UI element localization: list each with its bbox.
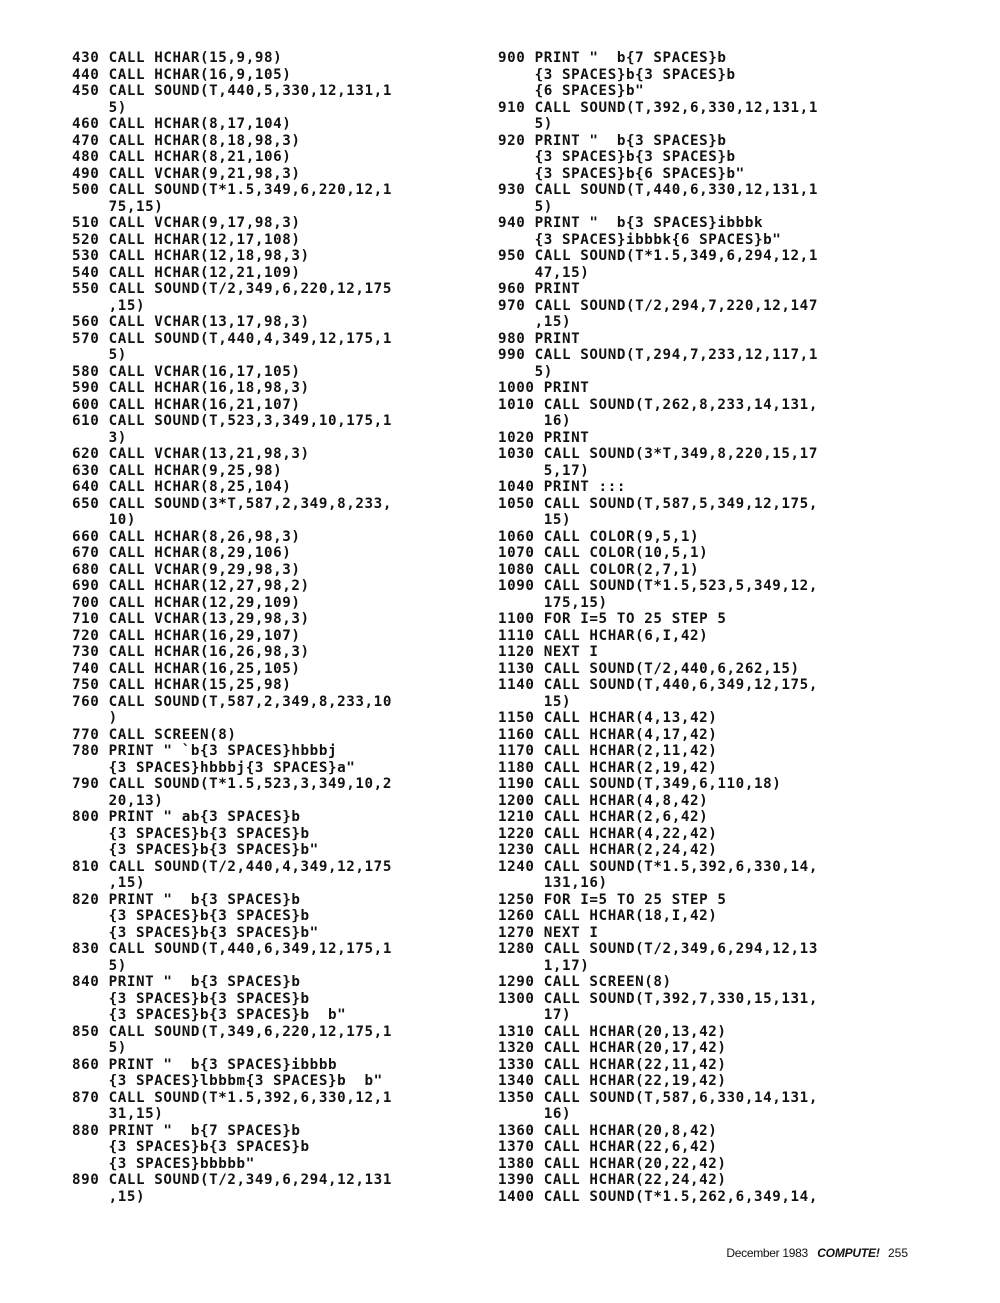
- code-line: 740 CALL HCHAR(16,25,105): [72, 660, 301, 677]
- code-line: {6 SPACES}b": [498, 83, 645, 99]
- code-line: 1020 PRINT: [498, 429, 590, 446]
- issue-date: December 1983: [726, 1246, 808, 1260]
- code-line: 1040 PRINT :::: [498, 479, 626, 495]
- code-line: 5): [72, 99, 127, 116]
- code-line: 480 CALL HCHAR(8,21,106): [72, 149, 292, 165]
- code-line: 5): [72, 1040, 127, 1056]
- code-line: 760 CALL SOUND(T,587,2,349,8,233,10: [72, 693, 392, 710]
- code-line: {3 SPACES}ibbbk{6 SPACES}b": [498, 231, 782, 248]
- code-line: 590 CALL HCHAR(16,18,98,3): [72, 380, 310, 396]
- code-line: 15): [498, 693, 572, 710]
- code-line: 1010 CALL SOUND(T,262,8,233,14,131,: [498, 396, 818, 413]
- code-line: {3 SPACES}b{3 SPACES}b: [72, 908, 310, 924]
- code-line: 750 CALL HCHAR(15,25,98): [72, 677, 292, 693]
- code-line: 950 CALL SOUND(T*1.5,349,6,294,12,1: [498, 248, 818, 264]
- code-line: 840 PRINT " b{3 SPACES}b: [72, 974, 301, 990]
- code-line: {3 SPACES}b{3 SPACES}b: [498, 66, 736, 83]
- code-line: 1330 CALL HCHAR(22,11,42): [498, 1056, 727, 1073]
- code-line: 1400 CALL SOUND(T*1.5,262,6,349,14,: [498, 1188, 818, 1205]
- code-line: 1340 CALL HCHAR(22,19,42): [498, 1073, 727, 1089]
- code-line: 870 CALL SOUND(T*1.5,392,6,330,12,1: [72, 1089, 392, 1106]
- code-line: ,15): [72, 875, 146, 891]
- code-line: 510 CALL VCHAR(9,17,98,3): [72, 215, 301, 231]
- code-line: 1180 CALL HCHAR(2,19,42): [498, 759, 718, 776]
- code-line: 1100 FOR I=5 TO 25 STEP 5: [498, 611, 727, 627]
- code-line: 1290 CALL SCREEN(8): [498, 974, 672, 990]
- code-line: 460 CALL HCHAR(8,17,104): [72, 116, 292, 132]
- code-line: 1070 CALL COLOR(10,5,1): [498, 545, 709, 561]
- code-line: 530 CALL HCHAR(12,18,98,3): [72, 248, 310, 264]
- code-line: 790 CALL SOUND(T*1.5,523,3,349,10,2: [72, 776, 392, 792]
- code-line: 131,16): [498, 875, 608, 891]
- code-line: 16): [498, 1106, 572, 1122]
- code-line: 710 CALL VCHAR(13,29,98,3): [72, 611, 310, 627]
- code-line: 810 CALL SOUND(T/2,440,4,349,12,175: [72, 858, 392, 875]
- code-line: 1220 CALL HCHAR(4,22,42): [498, 825, 718, 842]
- code-line: 650 CALL SOUND(3*T,587,2,349,8,233,: [72, 495, 392, 512]
- code-line: 1280 CALL SOUND(T/2,349,6,294,12,13: [498, 941, 818, 957]
- code-line: ,15): [72, 297, 146, 314]
- code-line: {3 SPACES}b{3 SPACES}b b": [72, 1007, 347, 1023]
- code-line: 1350 CALL SOUND(T,587,6,330,14,131,: [498, 1089, 818, 1106]
- code-line: 1210 CALL HCHAR(2,6,42): [498, 809, 709, 825]
- code-line: 3): [72, 429, 127, 446]
- code-line: 430 CALL HCHAR(15,9,98): [72, 50, 283, 66]
- code-line: {3 SPACES}b{3 SPACES}b: [498, 149, 736, 165]
- code-line: 1230 CALL HCHAR(2,24,42): [498, 842, 718, 858]
- magazine-name: COMPUTE!: [817, 1246, 880, 1260]
- code-line: 490 CALL VCHAR(9,21,98,3): [72, 165, 301, 182]
- code-line: 5): [498, 198, 553, 215]
- code-line: 690 CALL HCHAR(12,27,98,2): [72, 578, 310, 594]
- code-line: 730 CALL HCHAR(16,26,98,3): [72, 644, 310, 660]
- code-line: 1260 CALL HCHAR(18,I,42): [498, 908, 718, 924]
- code-line: 620 CALL VCHAR(13,21,98,3): [72, 446, 310, 462]
- code-line: 920 PRINT " b{3 SPACES}b: [498, 132, 727, 149]
- code-line: 15): [498, 512, 572, 528]
- code-line: 860 PRINT " b{3 SPACES}ibbbb: [72, 1056, 338, 1073]
- code-line: 770 CALL SCREEN(8): [72, 726, 237, 743]
- code-line: 520 CALL HCHAR(12,17,108): [72, 231, 301, 248]
- code-line: 1130 CALL SOUND(T/2,440,6,262,15): [498, 660, 800, 677]
- code-line: 960 PRINT: [498, 281, 581, 297]
- code-line: 580 CALL VCHAR(16,17,105): [72, 363, 301, 380]
- code-line: {3 SPACES}b{3 SPACES}b: [72, 825, 310, 842]
- code-line: 1250 FOR I=5 TO 25 STEP 5: [498, 891, 727, 908]
- code-line: 940 PRINT " b{3 SPACES}ibbbk: [498, 215, 764, 231]
- code-line: 1160 CALL HCHAR(4,17,42): [498, 726, 718, 743]
- code-line: {3 SPACES}b{3 SPACES}b": [72, 924, 319, 941]
- code-line: 800 PRINT " ab{3 SPACES}b: [72, 809, 301, 825]
- code-line: 75,15): [72, 198, 164, 215]
- code-line: 1190 CALL SOUND(T,349,6,110,18): [498, 776, 782, 792]
- code-line: 630 CALL HCHAR(9,25,98): [72, 462, 283, 479]
- code-line: 1150 CALL HCHAR(4,13,42): [498, 710, 718, 726]
- code-line: {3 SPACES}bbbbb": [72, 1155, 255, 1172]
- code-line: 970 CALL SOUND(T/2,294,7,220,12,147: [498, 297, 818, 314]
- code-line: 1200 CALL HCHAR(4,8,42): [498, 792, 709, 809]
- code-line: 1390 CALL HCHAR(22,24,42): [498, 1172, 727, 1188]
- code-line: 440 CALL HCHAR(16,9,105): [72, 66, 292, 83]
- code-line: 1050 CALL SOUND(T,587,5,349,12,175,: [498, 495, 818, 512]
- code-line: 5,17): [498, 462, 590, 479]
- code-line: 1090 CALL SOUND(T*1.5,523,5,349,12,: [498, 578, 818, 594]
- code-line: 990 CALL SOUND(T,294,7,233,12,117,1: [498, 347, 818, 363]
- code-line: {3 SPACES}b{3 SPACES}b: [72, 1139, 310, 1155]
- code-line: 17): [498, 1007, 572, 1023]
- code-line: 600 CALL HCHAR(16,21,107): [72, 396, 301, 413]
- code-line: 1300 CALL SOUND(T,392,7,330,15,131,: [498, 990, 818, 1007]
- code-line: 5): [498, 116, 553, 132]
- code-line: 1310 CALL HCHAR(20,13,42): [498, 1023, 727, 1040]
- code-line: 780 PRINT " `b{3 SPACES}hbbbj: [72, 743, 338, 759]
- code-line: 560 CALL VCHAR(13,17,98,3): [72, 314, 310, 330]
- code-line: 1140 CALL SOUND(T,440,6,349,12,175,: [498, 677, 818, 693]
- code-line: 10): [72, 512, 136, 528]
- code-line: 1080 CALL COLOR(2,7,1): [498, 561, 700, 578]
- code-line: 1380 CALL HCHAR(20,22,42): [498, 1155, 727, 1172]
- code-line: 930 CALL SOUND(T,440,6,330,12,131,1: [498, 182, 818, 198]
- code-line: 5): [498, 363, 553, 380]
- listing-column-right: [498, 50, 908, 1205]
- code-line: 5): [72, 957, 127, 974]
- code-line: 700 CALL HCHAR(12,29,109): [72, 594, 301, 611]
- code-line: ): [72, 710, 118, 726]
- code-line: ,15): [72, 1188, 146, 1205]
- code-line: 880 PRINT " b{7 SPACES}b: [72, 1122, 301, 1139]
- code-line: {3 SPACES}lbbbm{3 SPACES}b b": [72, 1073, 383, 1089]
- code-line: 540 CALL HCHAR(12,21,109): [72, 264, 301, 281]
- code-line: 1000 PRINT: [498, 380, 590, 396]
- code-line: 175,15): [498, 594, 608, 611]
- code-line: 1360 CALL HCHAR(20,8,42): [498, 1122, 718, 1139]
- page-footer: [726, 1246, 908, 1260]
- code-line: 890 CALL SOUND(T/2,349,6,294,12,131: [72, 1172, 392, 1188]
- code-line: 450 CALL SOUND(T,440,5,330,12,131,1: [72, 83, 392, 99]
- code-line: 670 CALL HCHAR(8,29,106): [72, 545, 292, 561]
- code-line: 1060 CALL COLOR(9,5,1): [498, 528, 700, 545]
- code-line: 980 PRINT: [498, 330, 581, 347]
- code-line: 850 CALL SOUND(T,349,6,220,12,175,1: [72, 1023, 392, 1040]
- code-line: 1110 CALL HCHAR(6,I,42): [498, 627, 709, 644]
- code-line: 1370 CALL HCHAR(22,6,42): [498, 1139, 718, 1155]
- code-line: 47,15): [498, 264, 590, 281]
- code-line: 470 CALL HCHAR(8,18,98,3): [72, 132, 301, 149]
- code-line: {3 SPACES}b{3 SPACES}b: [72, 990, 310, 1007]
- code-line: 1120 NEXT I: [498, 644, 599, 660]
- code-line: 1240 CALL SOUND(T*1.5,392,6,330,14,: [498, 858, 818, 875]
- code-line: 680 CALL VCHAR(9,29,98,3): [72, 561, 301, 578]
- code-line: {3 SPACES}hbbbj{3 SPACES}a": [72, 759, 356, 776]
- listing-column-left: [72, 50, 482, 1205]
- code-line: 900 PRINT " b{7 SPACES}b: [498, 50, 727, 66]
- code-line: 1170 CALL HCHAR(2,11,42): [498, 743, 718, 759]
- page-number: 255: [887, 1246, 908, 1260]
- code-line: 830 CALL SOUND(T,440,6,349,12,175,1: [72, 941, 392, 957]
- code-line: 820 PRINT " b{3 SPACES}b: [72, 891, 301, 908]
- code-line: 550 CALL SOUND(T/2,349,6,220,12,175: [72, 281, 392, 297]
- code-line: 570 CALL SOUND(T,440,4,349,12,175,1: [72, 330, 392, 347]
- code-line: 1030 CALL SOUND(3*T,349,8,220,15,17: [498, 446, 818, 462]
- code-line: 5): [72, 347, 127, 363]
- code-line: 1270 NEXT I: [498, 924, 599, 941]
- code-line: 660 CALL HCHAR(8,26,98,3): [72, 528, 301, 545]
- code-line: 1320 CALL HCHAR(20,17,42): [498, 1040, 727, 1056]
- code-line: 910 CALL SOUND(T,392,6,330,12,131,1: [498, 99, 818, 116]
- code-line: 20,13): [72, 792, 164, 809]
- code-line: 500 CALL SOUND(T*1.5,349,6,220,12,1: [72, 182, 392, 198]
- code-line: {3 SPACES}b{3 SPACES}b": [72, 842, 319, 858]
- code-line: {3 SPACES}b{6 SPACES}b": [498, 165, 745, 182]
- code-line: 720 CALL HCHAR(16,29,107): [72, 627, 301, 644]
- code-line: 16): [498, 413, 572, 429]
- code-line: 31,15): [72, 1106, 164, 1122]
- code-line: 1,17): [498, 957, 590, 974]
- code-line: 610 CALL SOUND(T,523,3,349,10,175,1: [72, 413, 392, 429]
- code-line: 640 CALL HCHAR(8,25,104): [72, 479, 292, 495]
- code-line: ,15): [498, 314, 572, 330]
